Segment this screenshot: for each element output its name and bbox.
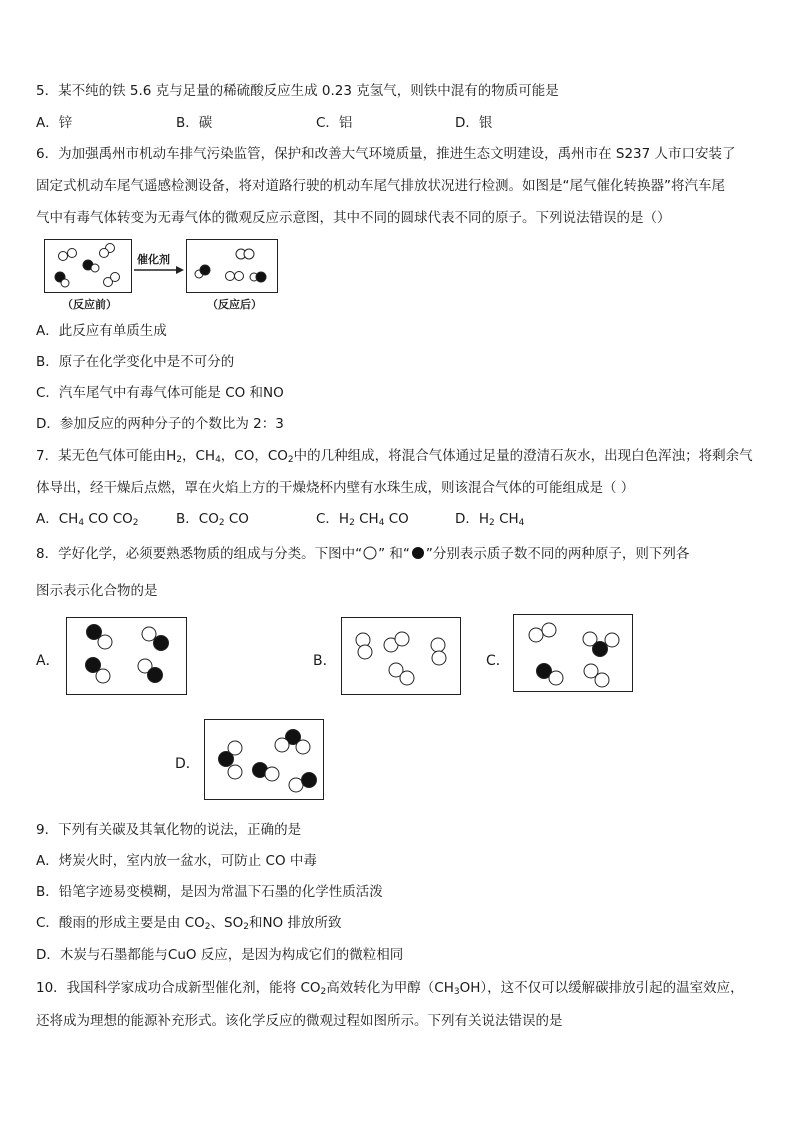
q8-option-d-label[interactable]: D． xyxy=(175,756,200,772)
q6-option-b[interactable]: B．原子在化学变化中是不可分的 xyxy=(36,354,235,370)
q5-option-a[interactable]: A．锌 xyxy=(36,115,73,131)
q6-stem-line3: 气中有毒气体转变为无毒气体的微观反应示意图，其中不同的圆球代表不同的原子。下列说法错误的是（） xyxy=(36,210,671,226)
q7-stem-line1: 7．某无色气体可能由$H_2$，$CH_4$，CO，$CO_2$中的几种组成，将混合气体通过足量的澄清石灰水，出现白色浑浊；将剩余气 xyxy=(36,448,753,465)
q6-reaction-arrow xyxy=(134,265,184,275)
q9-option-c[interactable]: C．酸雨的形成主要是由 $CO_2$、$SO_2$和NO 排放所致 xyxy=(36,915,342,932)
q6-after-molecules xyxy=(186,239,280,295)
q8-option-b-label[interactable]: B． xyxy=(313,653,337,669)
q8-option-c-molecules xyxy=(513,614,635,694)
q6-option-d[interactable]: D．参加反应的两种分子的个数比为 2：3 xyxy=(36,416,284,432)
q10-stem-line2: 还将成为理想的能源补充形式。该化学反应的微观过程如图所示。下列有关说法错误的是 xyxy=(36,1013,563,1029)
q8-stem-line2: 图示表示化合物的是 xyxy=(36,583,158,599)
q9-option-b[interactable]: B．铅笔字迹易变模糊，是因为常温下石墨的化学性质活泼 xyxy=(36,884,383,900)
q7-stem-line2: 体导出，经干燥后点燃，罩在火焰上方的干燥烧杯内壁有水珠生成，则该混合气体的可能组成是（ ） xyxy=(36,480,635,496)
q6-option-c[interactable]: C．汽车尾气中有毒气体可能是 CO 和NO xyxy=(36,385,284,401)
q7-option-d[interactable]: D．$H_2$ $CH_4$ xyxy=(455,511,525,528)
q8-option-c-label[interactable]: C． xyxy=(486,653,510,669)
q8-option-a-label[interactable]: A． xyxy=(36,653,60,669)
q9-option-d[interactable]: D．木炭与石墨都能与CuO 反应，是因为构成它们的微粒相同 xyxy=(36,947,404,963)
q6-before-molecules xyxy=(44,239,134,295)
q8-option-a-molecules xyxy=(66,617,188,697)
black-atom-icon xyxy=(410,546,426,560)
q10-stem-line1: 10．我国科学家成功合成新型催化剂，能将 $CO_2$高效转化为甲醇$(CH_3OH)$，这不仅可以缓解碳排放引起的温室效应， xyxy=(36,980,744,997)
q8-option-b-molecules xyxy=(341,617,463,697)
q5-option-d[interactable]: D．银 xyxy=(455,115,493,131)
q8-stem-line1: 8．学好化学，必须要熟悉物质的组成与分类。下图中“ ” 和“ ”分别表示质子数不同的两种原子，则下列各 xyxy=(36,546,690,562)
q5-option-c[interactable]: C．铝 xyxy=(316,115,353,131)
q5-stem: 5．某不纯的铁 5.6 克与足量的稀硫酸反应生成 0.23 克氢气，则铁中混有的物质可能是 xyxy=(36,83,559,99)
q6-stem-line2: 固定式机动车尾气遥感检测设备，将对道路行驶的机动车尾气排放状况进行检测。如图是“尾气催化转换器”将汽车尾 xyxy=(36,178,725,194)
q6-catalyst-label: 催化剂 xyxy=(137,253,170,266)
q7-option-c[interactable]: C．$H_2$ $CH_4$ CO xyxy=(316,511,409,528)
q6-option-a[interactable]: A．此反应有单质生成 xyxy=(36,323,167,339)
q8-option-d-molecules xyxy=(204,719,326,801)
q7-option-b[interactable]: B．$CO_2$ CO xyxy=(176,511,249,528)
q7-option-a[interactable]: A．$CH_4$ CO $CO_2$ xyxy=(36,511,139,528)
white-atom-icon xyxy=(362,546,378,560)
q5-option-b[interactable]: B．碳 xyxy=(176,115,213,131)
q6-after-caption: （反应后） xyxy=(207,298,262,311)
q9-option-a[interactable]: A．烤炭火时，室内放一盆水，可防止 CO 中毒 xyxy=(36,853,317,869)
q6-stem-line1: 6．为加强禹州市机动车排气污染监管，保护和改善大气环境质量，推进生态文明建设，禹州市在 S237 人市口安装了 xyxy=(36,146,736,162)
q6-before-caption: （反应前） xyxy=(62,298,117,311)
q9-stem: 9．下列有关碳及其氧化物的说法，正确的是 xyxy=(36,822,302,838)
